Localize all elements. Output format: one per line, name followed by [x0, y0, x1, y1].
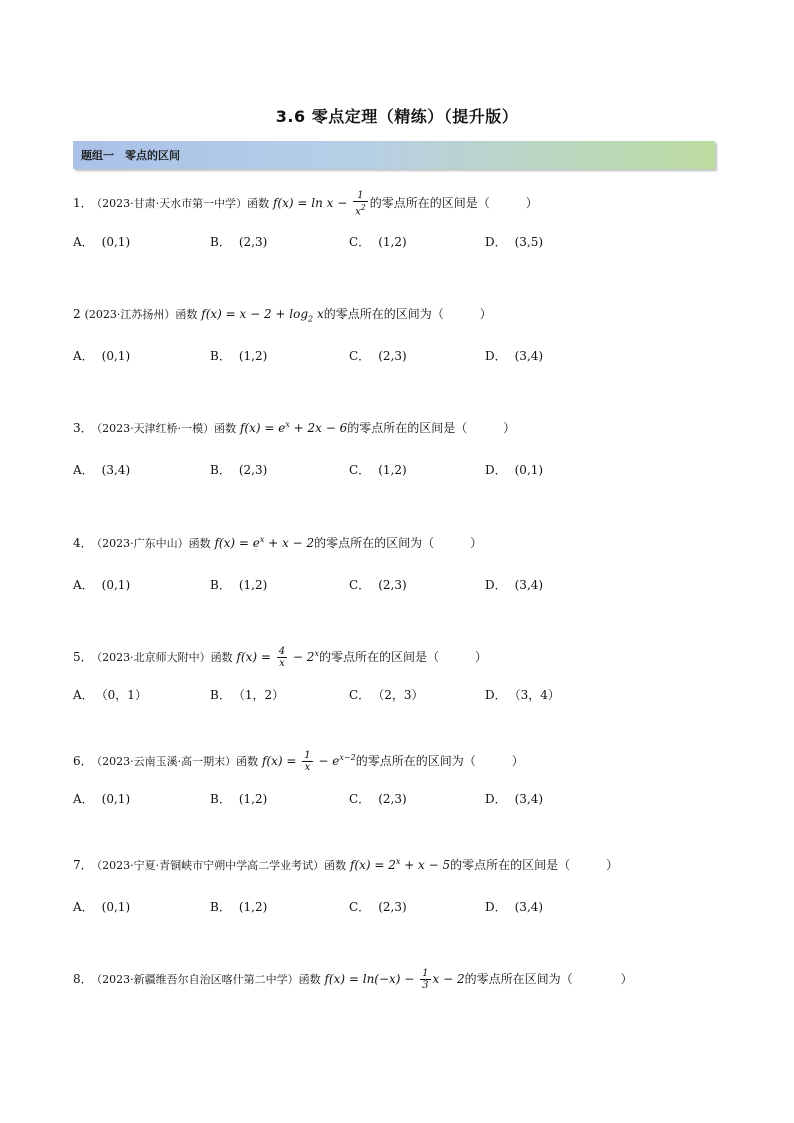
- section-heading: 题组一 零点的区间: [81, 149, 180, 162]
- question-number: 4．: [73, 536, 93, 550]
- option-c[interactable]: C． (1,2): [349, 235, 407, 249]
- option-b[interactable]: B． (2,3): [210, 463, 268, 477]
- formula: f(x) = $\frac{1}{x}$ − $e^{x-2}$: [261, 750, 356, 773]
- option-d[interactable]: D． （3，4）: [485, 688, 560, 702]
- question-1: [73, 190, 538, 217]
- question-tail: 的零点所在的区间为（ ）: [314, 536, 483, 550]
- option-c[interactable]: C． (2,3): [349, 792, 407, 806]
- formula: $f(x) = 2^x + x - 5$: [349, 857, 451, 872]
- question-5: [73, 646, 487, 669]
- option-b[interactable]: B． （1，2）: [210, 688, 285, 702]
- option-d[interactable]: D． (3,4): [485, 349, 544, 363]
- option-a[interactable]: A． (0,1): [73, 578, 131, 592]
- option-a[interactable]: A． (0,1): [73, 792, 131, 806]
- option-a[interactable]: A． (0,1): [73, 235, 131, 249]
- option-c[interactable]: C． (1,2): [349, 463, 407, 477]
- question-tail: 的零点所在的区间是（ ）: [369, 196, 538, 211]
- question-source: （2023·广东中山）函数: [96, 537, 211, 550]
- formula: f(x) = ln x − $\frac{1}{x^2}$: [272, 190, 366, 218]
- question-number: 3．: [73, 421, 93, 435]
- question-source: （2023·云南玉溪·高一期末）函数: [96, 755, 259, 768]
- question-source: （2023·甘肃·天水市第一中学）函数: [96, 197, 270, 211]
- question-6: [73, 750, 524, 773]
- question-3: [73, 419, 515, 436]
- question-number: 7．: [73, 858, 93, 872]
- option-b[interactable]: B． (1,2): [210, 578, 268, 592]
- option-d[interactable]: D． (0,1): [485, 463, 544, 477]
- question-4: [73, 534, 482, 551]
- option-d[interactable]: D． (3,4): [485, 578, 544, 592]
- option-a[interactable]: A． (0,1): [73, 349, 131, 363]
- question-source: （2023·北京师大附中）函数: [96, 651, 233, 664]
- option-d[interactable]: D． (3,4): [485, 900, 544, 914]
- question-tail: 的零点所在区间为（ ）: [464, 972, 633, 986]
- formula: $f(x) = e^x + x - 2$: [214, 535, 315, 550]
- question-source: （2023·宁夏·青铜峡市宁朔中学高二学业考试）函数: [96, 859, 347, 872]
- question-source: （2023·新疆维吾尔自治区喀什第二中学）函数: [96, 973, 321, 986]
- option-a[interactable]: A． （0，1）: [73, 688, 147, 702]
- option-a[interactable]: A． (0,1): [73, 900, 131, 914]
- option-b[interactable]: B． (2,3): [210, 235, 268, 249]
- question-tail: 的零点所在的区间为（ ）: [355, 754, 524, 768]
- formula: f(x) = ln(−x) − $\frac{1}{3}$ x − 2: [324, 968, 465, 991]
- option-a[interactable]: A． (3,4): [73, 463, 131, 477]
- question-number: 5．: [73, 650, 93, 664]
- question-8: [73, 968, 633, 991]
- question-tail: 的零点所在的区间是（ ）: [318, 650, 487, 664]
- question-number: 6．: [73, 754, 93, 768]
- option-b[interactable]: B． (1,2): [210, 900, 268, 914]
- question-source: (2023·江苏扬州）函数: [84, 308, 198, 321]
- question-number: 1．: [73, 196, 93, 211]
- question-number: 2: [73, 307, 81, 321]
- option-d[interactable]: D． (3,4): [485, 792, 544, 806]
- question-source: （2023·天津红桥·一模）函数: [96, 422, 237, 435]
- question-7: [73, 856, 618, 873]
- page-title: 3.6 零点定理（精练）（提升版）: [275, 107, 519, 126]
- formula: $f(x) = x - 2 + \log_2 x$: [201, 307, 324, 324]
- option-d[interactable]: D． (3,5): [485, 235, 544, 249]
- formula: f(x) = $\frac{4}{x}$ − $2^x$: [236, 646, 319, 669]
- option-c[interactable]: C． (2,3): [349, 578, 407, 592]
- section-banner: [73, 141, 715, 169]
- option-c[interactable]: C． (2,3): [349, 349, 407, 363]
- question-2: [73, 305, 492, 323]
- question-tail: 的零点所在的区间是（ ）: [347, 421, 516, 435]
- question-tail: 的零点所在的区间是（ ）: [450, 858, 619, 872]
- question-tail: 的零点所在的区间为（ ）: [323, 307, 492, 321]
- formula: $f(x) = e^x + 2x - 6$: [239, 420, 348, 435]
- question-number: 8．: [73, 972, 93, 986]
- option-c[interactable]: C． (2,3): [349, 900, 407, 914]
- option-b[interactable]: B． (1,2): [210, 349, 268, 363]
- option-c[interactable]: C． （2，3）: [349, 688, 424, 702]
- option-b[interactable]: B． (1,2): [210, 792, 268, 806]
